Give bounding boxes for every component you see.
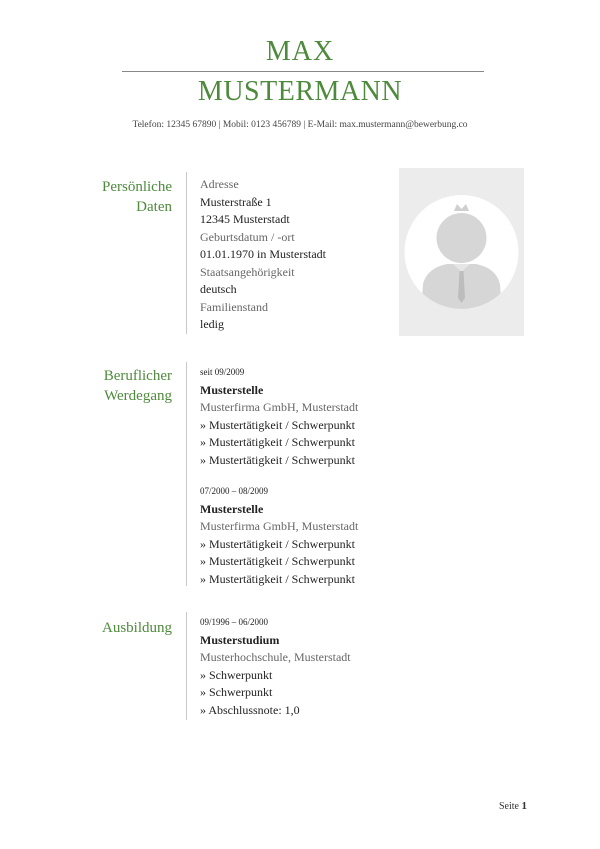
section-title-education [60,618,172,638]
section-title-career [60,366,172,406]
education-date: 09/1996 – 06/2000 [200,617,269,627]
marital-value: ledig [200,317,224,331]
education-item: » Abschlussnote: 1,0 [200,702,300,717]
first-name: MAX [265,36,335,67]
section-title-line: Beruflicher [103,368,172,384]
entry-task: » Mustertätigkeit / Schwerpunkt [200,536,355,551]
entry-position: Musterstelle [200,501,264,516]
section-title-line: Daten [136,199,172,215]
birth-label: Geburtsdatum / -ort [200,229,295,244]
personal-data [200,176,400,334]
entry-task: » Mustertätigkeit / Schwerpunkt [200,571,355,586]
education-entry [200,614,400,719]
entry-company: Musterfirma GmbH, Musterstadt [200,519,359,533]
address-city: 12345 Musterstadt [200,212,290,226]
entry-position: Musterstelle [200,382,264,397]
address-street: Musterstraße 1 [200,194,272,209]
page-label: Seite [499,801,519,812]
section-divider [186,362,187,586]
contact-line: Telefon: 12345 67890 | Mobil: 0123 456789 | E-Mail: max.mustermann@bewerbung.co [132,120,468,130]
marital-label: Familienstand [200,299,268,314]
entry-task: » Mustertätigkeit / Schwerpunkt [200,452,355,467]
header-divider [122,71,484,72]
address-label: Adresse [200,177,239,191]
education-item: » Schwerpunkt [200,685,273,699]
section-divider [186,172,187,334]
entry-date: 07/2000 – 08/2009 [200,486,269,496]
education-item: » Schwerpunkt [200,667,273,682]
entry-company: Musterfirma GmbH, Musterstadt [200,400,359,414]
section-title-line: Persönliche [102,179,172,195]
last-name: MUSTERMANN [197,76,403,107]
entry-task: » Mustertätigkeit / Schwerpunkt [200,435,355,449]
career-entries [200,364,400,588]
page-number [499,800,527,812]
nationality-value: deutsch [200,282,237,296]
entry-task: » Mustertätigkeit / Schwerpunkt [200,417,355,432]
avatar-icon [399,168,524,336]
education-degree: Musterstudium [200,632,280,647]
section-title-line: Ausbildung [101,620,172,636]
page-value: 1 [521,800,527,812]
entry-date: seit 09/2009 [200,367,245,377]
birth-value: 01.01.1970 in Musterstadt [200,247,326,261]
nationality-label: Staatsangehörigkeit [200,264,295,279]
profile-photo-placeholder [399,168,524,336]
section-divider [186,612,187,720]
education-school: Musterhochschule, Musterstadt [200,650,351,664]
entry-task: » Mustertätigkeit / Schwerpunkt [200,554,355,568]
section-title-line: Werdegang [104,388,172,404]
section-title-personal [60,177,172,217]
